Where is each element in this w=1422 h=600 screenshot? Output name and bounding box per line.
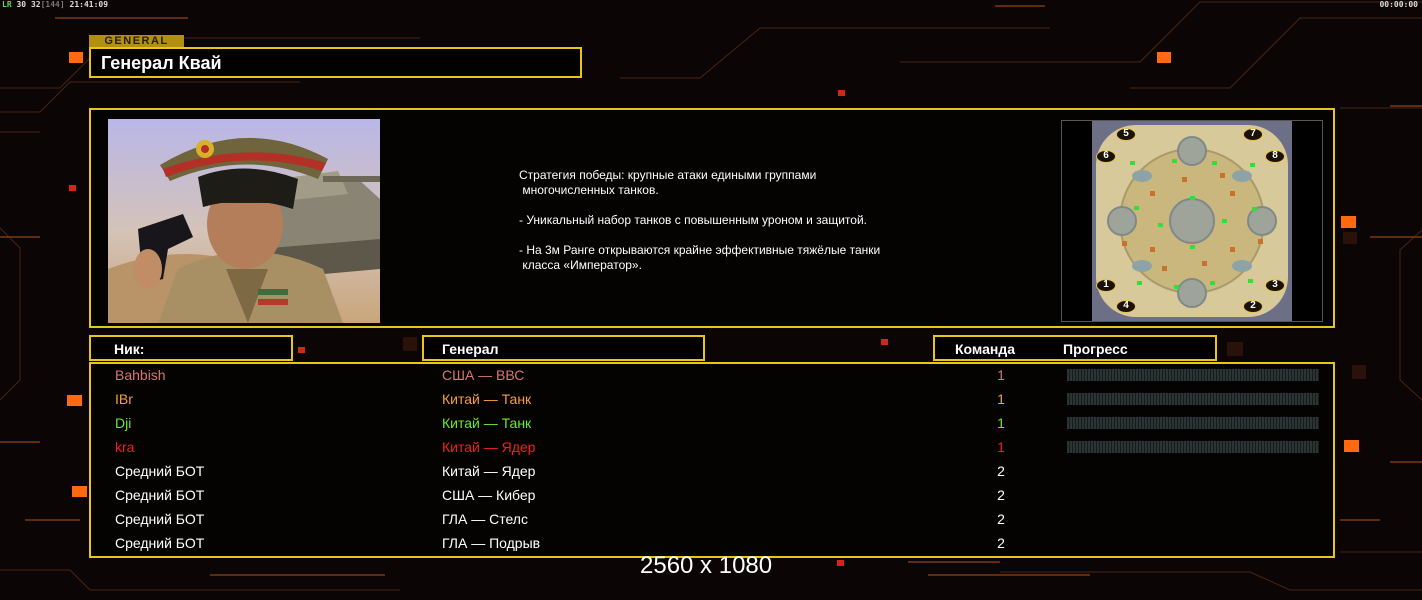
resolution-label: 2560 x 1080 [640, 552, 773, 579]
general-header-box [422, 335, 705, 361]
player-general: США — Кибер [442, 487, 536, 503]
fps-status-readout [2, 0, 108, 9]
player-general: ГЛА — Подрыв [442, 535, 541, 551]
player-nick: Средний БОТ [115, 463, 205, 479]
status-prefix: LR [2, 0, 12, 9]
player-row [91, 388, 1337, 412]
player-team: 2 [997, 463, 1005, 479]
team-progress-header-box [933, 335, 1217, 361]
spawn-marker-6: 6 [1096, 150, 1116, 163]
player-team: 2 [997, 535, 1005, 551]
player-row [91, 484, 1337, 508]
general-title-box [89, 47, 582, 78]
spawn-marker-3: 3 [1265, 279, 1285, 292]
general-tag: GENERAL [89, 35, 184, 48]
player-general: Китай — Танк [442, 415, 532, 431]
team-column-header: Команда [955, 341, 1015, 357]
player-nick: Средний БОТ [115, 487, 205, 503]
player-general: Китай — Ядер [442, 439, 536, 455]
player-row [91, 460, 1337, 484]
general-column-header: Генерал [442, 341, 499, 357]
player-general: США — ВВС [442, 367, 525, 383]
nick-header-box [89, 335, 293, 361]
status-value-b: 32 [30, 0, 41, 9]
strategy-description: Стратегия победы: крупные атаки едиными группами многочисленных танков. - Уникальный набор танков с повышенным уроном и защитой. - На 3м Ранге открываются крайне эффективные тяжёлые танки класса «Император». [519, 168, 881, 272]
player-nick: Dji [115, 415, 132, 431]
player-nick: IBr [115, 391, 133, 407]
player-team: 1 [997, 415, 1005, 431]
status-value-a: 30 [16, 0, 27, 9]
status-value-c: [144] [40, 0, 65, 9]
player-nick: Средний БОТ [115, 535, 205, 551]
player-row [91, 364, 1337, 388]
nick-column-header: Ник: [114, 341, 145, 357]
player-team: 2 [997, 487, 1005, 503]
player-row [91, 436, 1337, 460]
spawn-marker-7: 7 [1243, 128, 1263, 141]
player-general: Китай — Ядер [442, 463, 536, 479]
minimap [1061, 120, 1323, 322]
general-portrait [108, 119, 380, 323]
player-team: 1 [997, 391, 1005, 407]
loading-progress-bar [1067, 441, 1319, 453]
player-row [91, 412, 1337, 436]
player-team: 2 [997, 511, 1005, 527]
player-nick: kra [115, 439, 135, 455]
game-timer: 00:00:00 [1379, 0, 1418, 9]
spawn-marker-1: 1 [1096, 279, 1116, 292]
player-nick: Bahbish [115, 367, 166, 383]
player-row [91, 508, 1337, 532]
player-nick: Средний БОТ [115, 511, 205, 527]
player-team: 1 [997, 439, 1005, 455]
spawn-marker-2: 2 [1243, 300, 1263, 313]
clock-time: 21:41:09 [69, 0, 109, 9]
spawn-marker-4: 4 [1116, 300, 1136, 313]
spawn-marker-5: 5 [1116, 128, 1136, 141]
spawn-marker-8: 8 [1265, 150, 1285, 163]
player-general: ГЛА — Стелс [442, 511, 528, 527]
player-team: 1 [997, 367, 1005, 383]
general-title: Генерал Квай [101, 53, 222, 73]
loading-progress-bar [1067, 369, 1319, 381]
loading-progress-bar [1067, 393, 1319, 405]
general-info-panel [89, 108, 1335, 328]
progress-column-header: Прогресс [1063, 341, 1128, 357]
players-list [89, 362, 1335, 558]
loading-progress-bar [1067, 417, 1319, 429]
player-general: Китай — Танк [442, 391, 532, 407]
